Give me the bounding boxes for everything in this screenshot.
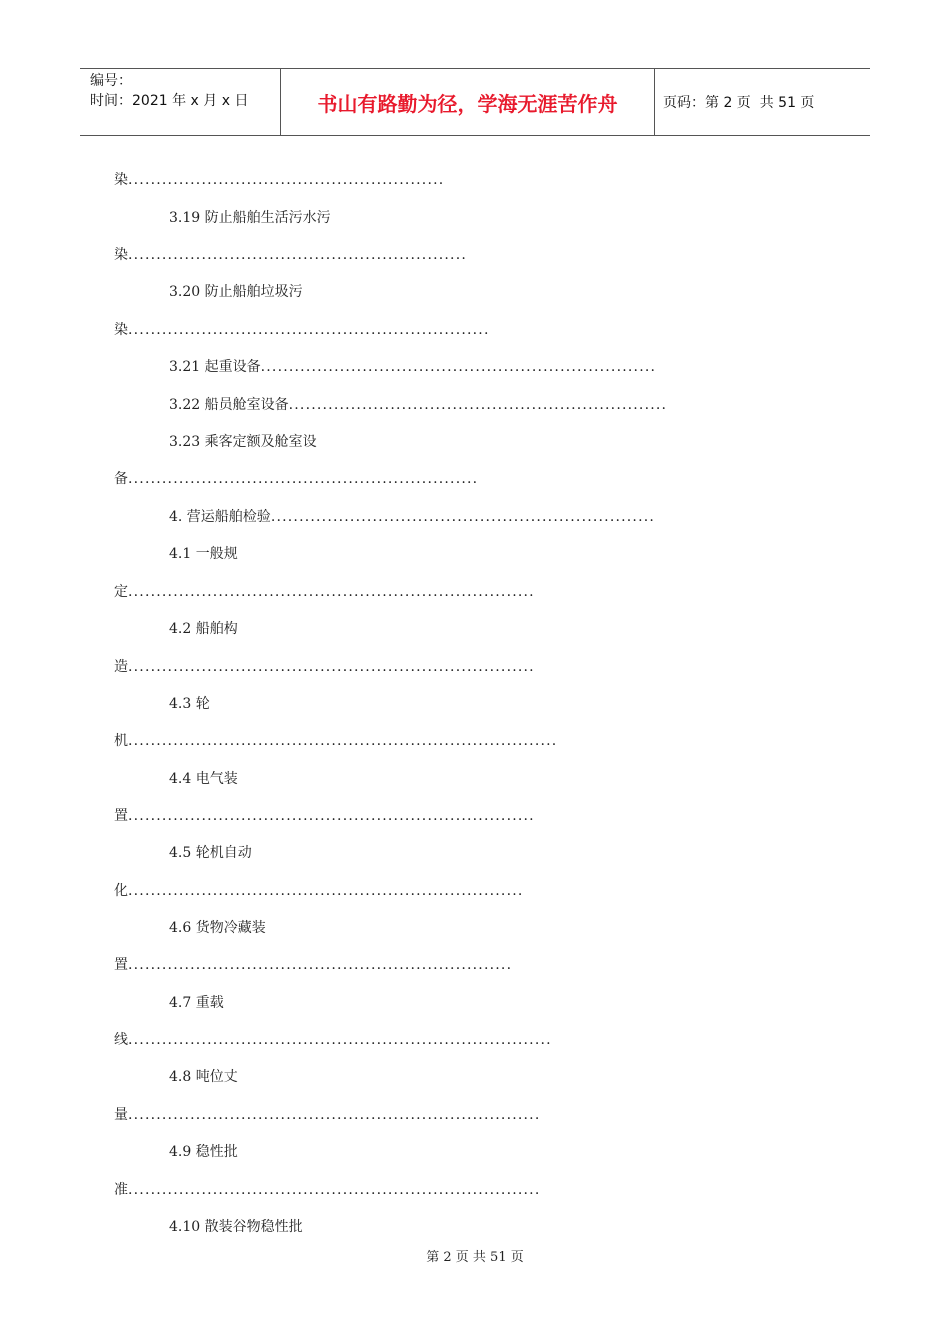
toc-entry (114, 470, 478, 488)
toc-entry-leader: ........................................................................... (128, 1032, 552, 1048)
toc-entry-leader: ...................................................................... (128, 883, 524, 899)
document-number-label: 编号： (90, 73, 132, 89)
header-motto: 书山有路勤为径，学海无涯苦作舟 (281, 69, 655, 135)
toc-entry (169, 919, 266, 937)
toc-entry (169, 545, 238, 563)
toc-entry (114, 658, 535, 676)
toc-entry-title: 染 (114, 247, 128, 263)
toc-entry-leader: ......................................................................... (128, 1107, 541, 1123)
toc-entry-title: 准 (114, 1182, 128, 1198)
toc-entry-title: 3.23 乘客定额及舱室设 (169, 434, 317, 450)
toc-entry-leader: ........................................................ (128, 172, 445, 188)
toc-entry-leader: ......................................................................... (128, 1182, 541, 1198)
toc-entry (169, 1218, 303, 1236)
toc-entry (169, 695, 210, 713)
toc-entry-title: 4.4 电气装 (169, 771, 238, 787)
toc-entry-leader: ................................................................... (288, 397, 668, 413)
toc-entry-title: 3.22 船员舱室设备 (169, 397, 289, 413)
toc-entry (169, 283, 303, 301)
toc-entry (114, 956, 512, 974)
toc-entry-leader: .............................................................. (128, 471, 479, 487)
toc-entry-leader: ........................................................................ (128, 584, 535, 600)
toc-entry-title: 定 (114, 584, 128, 600)
toc-entry-title: 染 (114, 172, 128, 188)
toc-entry-title: 化 (114, 883, 128, 899)
toc-entry (169, 770, 238, 788)
toc-entry-title: 4.6 货物冷藏装 (169, 920, 266, 936)
toc-entry (169, 433, 317, 451)
toc-entry-leader: ........................................................................ (128, 808, 535, 824)
toc-entry (114, 1031, 552, 1049)
toc-entry (114, 732, 557, 750)
toc-entry-title: 置 (114, 808, 128, 824)
toc-entry-leader: ........................................................................ (128, 659, 535, 675)
toc-entry-title: 3.20 防止船舶垃圾污 (169, 284, 303, 300)
page-footer: 第 2 页 共 51 页 (426, 1250, 524, 1265)
toc-entry-leader: .................................................................... (128, 957, 513, 973)
toc-entry-title: 备 (114, 471, 128, 487)
page-header (80, 68, 870, 136)
toc-entry (114, 583, 535, 601)
toc-entry (169, 1143, 238, 1161)
toc-entry-title: 4.1 一般规 (169, 546, 238, 562)
toc-entry-title: 4.3 轮 (169, 696, 210, 712)
toc-entry (114, 246, 467, 264)
toc-entry (169, 209, 331, 227)
toc-entry-leader: ...................................................................... (260, 359, 657, 375)
toc-entry (169, 508, 655, 526)
toc-entry-leader: ................................................................ (128, 322, 490, 338)
toc-entry-title: 4.2 船舶构 (169, 621, 238, 637)
toc-entry-title: 4.8 吨位丈 (169, 1069, 238, 1085)
toc-entry (114, 321, 490, 339)
toc-entry-leader: ............................................................................ (128, 733, 558, 749)
toc-entry (169, 994, 224, 1012)
toc-entry (114, 882, 524, 900)
toc-entry-title: 线 (114, 1032, 128, 1048)
toc-entry-title: 4.9 稳性批 (169, 1144, 238, 1160)
toc-entry (114, 807, 535, 825)
toc-entry-title: 机 (114, 733, 128, 749)
toc-entry-title: 4.7 重载 (169, 995, 224, 1011)
toc-entry (169, 620, 238, 638)
toc-entry-title: 3.19 防止船舶生活污水污 (169, 210, 331, 226)
document-date-label: 时间：2021 年 x 月 x 日 (90, 93, 249, 109)
toc-entry (114, 1181, 540, 1199)
toc-entry-title: 染 (114, 322, 128, 338)
toc-entry-title: 4.10 散装谷物稳性批 (169, 1219, 303, 1235)
toc-entry-title: 量 (114, 1107, 128, 1123)
toc-entry (169, 1068, 238, 1086)
toc-entry-title: 造 (114, 659, 128, 675)
toc-entry (114, 171, 444, 189)
header-page-label: 页码：第 2 页 共 51 页 (663, 95, 815, 111)
toc-entry (169, 358, 656, 376)
toc-entry-leader: ............................................................ (128, 247, 468, 263)
header-meta (80, 69, 281, 135)
toc-entry-leader: .................................................................... (270, 509, 656, 525)
header-page-info (655, 69, 870, 135)
toc-entry-title: 4. 营运船舶检验 (169, 509, 271, 525)
toc-entry-title: 3.21 起重设备 (169, 359, 261, 375)
toc-entry-title: 置 (114, 957, 128, 973)
toc-entry (169, 844, 252, 862)
toc-entry-title: 4.5 轮机自动 (169, 845, 252, 861)
toc-entry (114, 1106, 540, 1124)
toc-entry (169, 396, 667, 414)
